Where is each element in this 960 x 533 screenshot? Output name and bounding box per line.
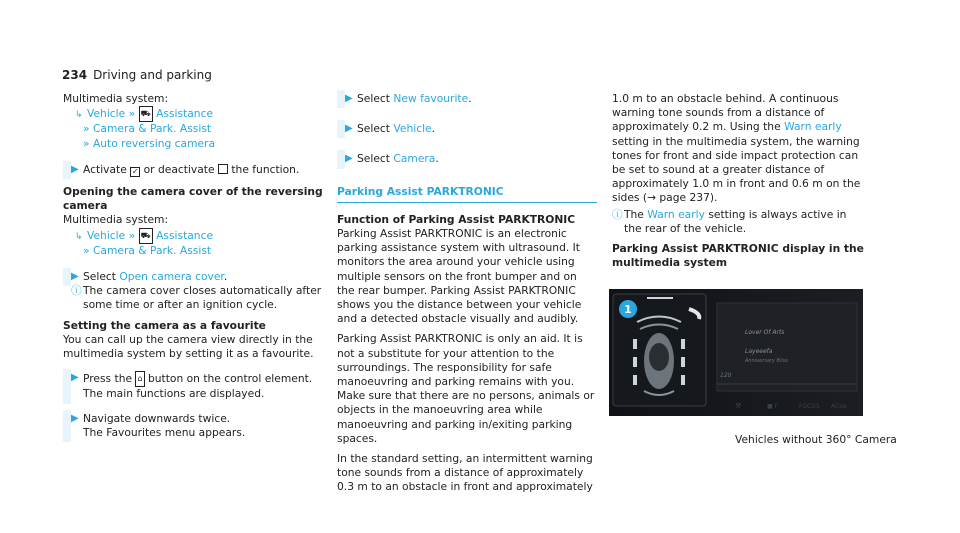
note-text: The [624, 207, 644, 221]
step-new-favourite [337, 92, 597, 106]
chevron-icon: » [128, 228, 136, 242]
media-album: Anniversary Bliss [745, 358, 788, 364]
media-number: 120 [720, 372, 732, 379]
multimedia-label: Multimedia system: [63, 92, 169, 105]
chevron-icon: » [83, 136, 90, 150]
step-camera [337, 152, 597, 166]
car-icon: ⛟ [139, 106, 153, 122]
path-camera-park: Camera & Park. Assist [92, 243, 212, 257]
path-assistance: Assistance [156, 228, 214, 242]
step-text: . [431, 122, 436, 136]
step-text: Select [357, 152, 390, 166]
checked-box-icon: ✓ [131, 166, 139, 176]
return-arrow-icon: ↳ [75, 110, 83, 121]
chevron-icon: » [83, 243, 90, 257]
step-text: . [468, 92, 472, 105]
media-artist: Layeeefa [745, 348, 773, 355]
step-text: Select [357, 122, 390, 136]
path-line-1 [63, 106, 325, 122]
unchecked-box-icon [218, 164, 228, 174]
paragraph-standard-setting: In the standard setting, an intermittent warning tone sounds from a distance of approximately 0.3 m to an obstacle in front and approximately [337, 452, 593, 494]
callout-number: 1 [624, 303, 632, 316]
step-activate [63, 163, 325, 177]
parktronic-display-image [609, 289, 863, 416]
info-icon: ⓘ [612, 207, 623, 221]
step-text: . [223, 270, 228, 284]
path-line-1 [63, 228, 325, 244]
column-3 [612, 92, 864, 270]
path-line-3 [63, 137, 325, 151]
note-text: setting is always active in the rear of the vehicle. [624, 207, 847, 235]
note-warn-early [612, 208, 864, 236]
home-icon: ⌂ [135, 371, 144, 387]
focus-label: FOCUS [799, 403, 820, 410]
step-text: Activate [83, 162, 127, 176]
info-icon: ⓘ [71, 284, 82, 298]
path-assistance: Assistance [156, 107, 214, 121]
column-2 [337, 92, 597, 495]
step-text: button on the control element. [147, 372, 313, 386]
image-caption: Vehicles without 360° Camera [735, 433, 897, 446]
step-arrow-icon: ▶ [345, 123, 353, 135]
option-warn-early: Warn early [647, 207, 705, 221]
heading-favourite: Setting the camera as a favourite [63, 318, 266, 332]
chevron-icon: » [83, 122, 90, 136]
step-option: New favourite [393, 92, 469, 105]
path-line-2 [63, 244, 325, 258]
path-vehicle: Vehicle [87, 107, 126, 121]
step-arrow-icon: ▶ [345, 153, 353, 165]
paragraph-aid: Parking Assist PARKTRONIC is only an aid. It is not a substitute for your attention to the surroundings. The responsibility for safe manoeuvring and parking remains with you. Make sure that there are no persons, animals or objects in the manoeuvring area while manoeuvring and parking in/exiting parking spaces. [337, 332, 595, 445]
seat-icon: ■ F [767, 403, 779, 410]
step-option: Open camera cover [119, 270, 224, 284]
step-result: The Favourites menu appears. [83, 425, 246, 439]
step-text: Select [83, 270, 116, 284]
favourite-paragraph: You can call up the camera view directly in the multimedia system by setting it as a favourite. [63, 332, 314, 361]
column-1 [63, 92, 325, 440]
path-vehicle: Vehicle [87, 228, 126, 242]
para-text: 1.0 m to an obstacle behind. A continuous warning tone sounds from a distance of approximately 0.2 m. Using the [612, 92, 839, 134]
section-heading-parktronic: Parking Assist PARKTRONIC [337, 185, 597, 203]
option-warn-early: Warn early [784, 120, 842, 134]
heading-function: Function of Parking Assist PARKTRONIC [337, 212, 576, 226]
step-arrow-icon: ▶ [71, 163, 79, 175]
step-text: Navigate downwards twice. [83, 411, 231, 425]
step-text: the function. [231, 162, 300, 176]
path-line-2 [63, 122, 325, 136]
step-text: or deactivate [143, 162, 215, 176]
page-number: 234 [62, 68, 88, 82]
section-title: Driving and parking [93, 68, 212, 82]
heading-camera-cover: Opening the camera cover of the reversing camera [63, 185, 323, 213]
return-arrow-icon: ↳ [75, 231, 83, 242]
page-header [62, 68, 212, 82]
step-navigate [63, 412, 325, 440]
step-text: Select [357, 92, 390, 105]
car-icon: ⛟ [139, 228, 153, 244]
paragraph-warning-tone [612, 92, 864, 206]
step-text: . [435, 152, 439, 166]
step-vehicle [337, 122, 597, 136]
step-arrow-icon: ▶ [71, 372, 79, 384]
step-arrow-icon: ▶ [71, 412, 79, 424]
note-text: The camera cover closes automatically after some time or after an ignition cycle. [83, 284, 322, 312]
para-text: setting in the multimedia system, the warning tones for front and side impact protection can be set to sound at a greater distance of approximately 1.0 m in front and 0.6 m on the sides (→ page 237). [612, 134, 861, 205]
step-arrow-icon: ▶ [345, 93, 353, 104]
heading-display: Parking Assist PARKTRONIC display in the multimedia system [612, 242, 864, 270]
note-camera-cover [71, 284, 325, 312]
path-camera-park: Camera & Park. Assist [92, 122, 212, 136]
display-graphic [609, 289, 863, 416]
chevron-icon: » [128, 107, 136, 121]
multimedia-label: Multimedia system: [63, 213, 169, 227]
step-arrow-icon: ▶ [71, 271, 79, 283]
step-result: The main functions are displayed. [83, 387, 265, 401]
step-text: Press the [83, 372, 133, 386]
paragraph-function: Parking Assist PARKTRONIC is an electronic parking assistance system with ultrasound. It monitors the area around your vehicle using multiple sensors on the front bumper and on the rear bumper. Parking Assist PARKTRONIC shows you the distance between your vehicle and a detected obstacle visually and audibly. [337, 227, 582, 326]
acoe-label: ACoe [831, 403, 847, 410]
step-press-home [63, 371, 325, 401]
step-option: Vehicle [393, 122, 432, 136]
media-song: Lover Of Arts [745, 329, 785, 336]
step-option: Camera [393, 152, 436, 166]
step-open-cover [63, 270, 325, 284]
path-auto-reversing: Auto reversing camera [92, 136, 216, 150]
wrench-icon: ⚒ [735, 402, 742, 410]
